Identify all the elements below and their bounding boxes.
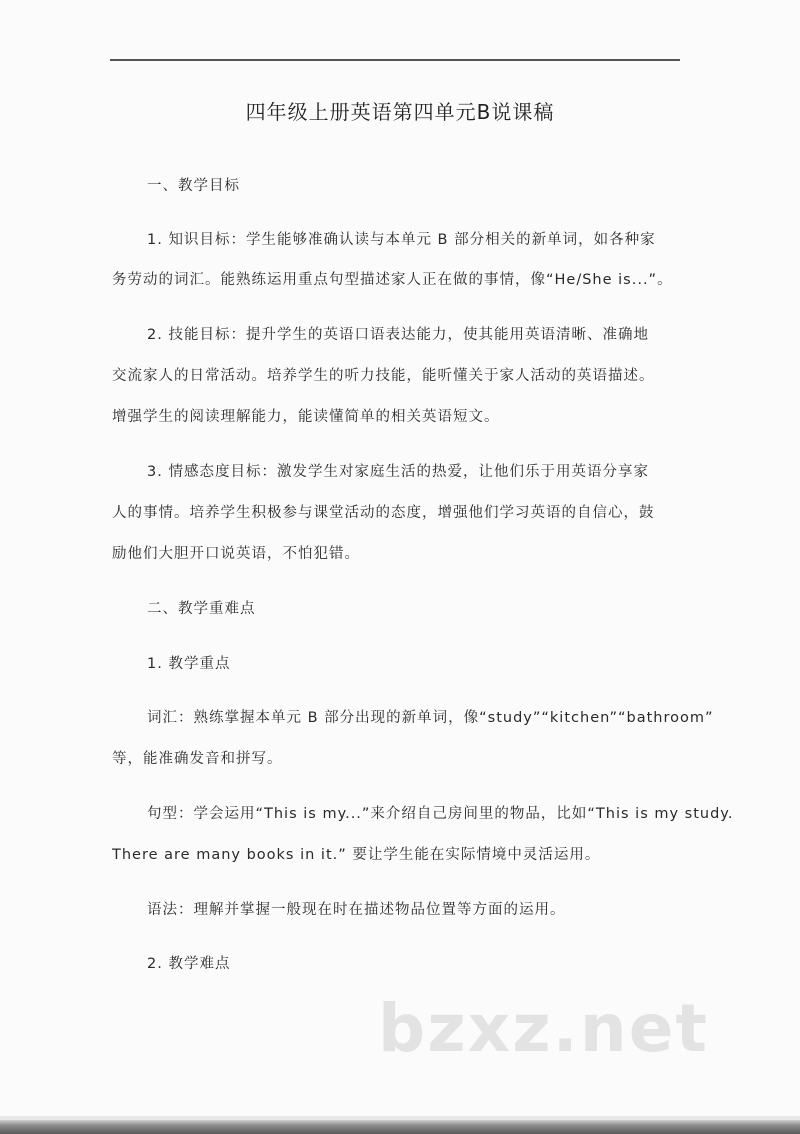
paragraph-line: 务劳动的词汇。能熟练运用重点句型描述家人正在做的事情，像“He/She is...”。 — [112, 272, 673, 288]
header-rule — [110, 59, 680, 61]
paragraph-line: 2. 技能目标：提升学生的英语口语表达能力，使其能用英语清晰、准确地 — [147, 327, 649, 343]
paragraph-line: 励他们大胆开口说英语，不怕犯错。 — [112, 546, 360, 562]
paragraph-line: 句型：学会运用“This is my...”来介绍自己房间里的物品，比如“This is my study. — [147, 806, 734, 822]
paragraph-line: 词汇：熟练掌握本单元 B 部分出现的新单词，像“study”“kitchen”“bathroom” — [147, 710, 714, 726]
section-heading-key-points: 二、教学重难点 — [147, 601, 256, 617]
document-title: 四年级上册英语第四单元B说课稿 — [245, 100, 555, 124]
page-bottom-bar — [0, 1120, 800, 1134]
paragraph-line: There are many books in it.” 要让学生能在实际情境中灵活运用。 — [112, 847, 601, 863]
subheading-difficult-point: 2. 教学难点 — [147, 956, 231, 972]
paragraph-line: 增强学生的阅读理解能力，能读懂简单的相关英语短文。 — [112, 409, 500, 425]
paragraph-line: 等，能准确发音和拼写。 — [112, 751, 283, 767]
watermark-logo: bzxz.net — [378, 990, 710, 1067]
paragraph-line: 1. 知识目标：学生能够准确认读与本单元 B 部分相关的新单词，如各种家 — [147, 232, 656, 248]
section-heading-objectives: 一、教学目标 — [147, 178, 240, 194]
paragraph-line: 人的事情。培养学生积极参与课堂活动的态度，增强他们学习英语的自信心，鼓 — [112, 505, 655, 521]
paragraph-line: 交流家人的日常活动。培养学生的听力技能，能听懂关于家人活动的英语描述。 — [112, 368, 655, 384]
subheading-key-point: 1. 教学重点 — [147, 656, 231, 672]
paragraph-line: 3. 情感态度目标：激发学生对家庭生活的热爱，让他们乐于用英语分享家 — [147, 464, 649, 480]
paragraph-line: 语法：理解并掌握一般现在时在描述物品位置等方面的运用。 — [147, 902, 566, 918]
